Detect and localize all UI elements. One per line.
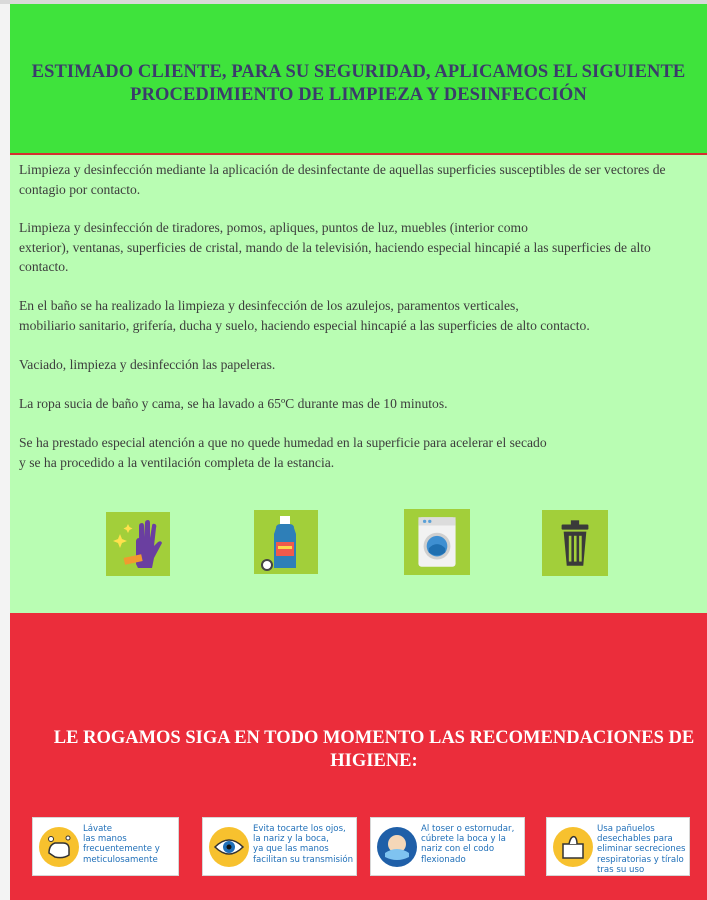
paragraph-line: En el baño se ha realizado la limpieza y desinfección de los azulejos, paramentos verticales, — [19, 298, 519, 313]
paragraph-line: contacto. — [19, 259, 69, 274]
procedure-paragraph — [19, 394, 448, 414]
cleaning-glove-icon — [106, 512, 170, 576]
hygiene-section — [10, 613, 707, 900]
hand-wash-icon — [39, 827, 79, 867]
paragraph-line: Vaciado, limpieza y desinfección las papeleras. — [19, 357, 276, 372]
tissue-box-icon — [553, 827, 593, 867]
hygiene-card — [370, 817, 525, 876]
procedure-paragraph — [19, 296, 590, 335]
paragraph-line: exterior), ventanas, superficies de cristal, mando de la televisión, haciendo especial hincapié a las superficies de alto — [19, 239, 651, 255]
paragraph-line: Se ha prestado especial atención a que no quede humedad en la superficie para acelerar el secado — [19, 435, 547, 450]
paragraph-line: Limpieza y desinfección mediante la aplicación de desinfectante de aquellas superficies susceptibles de ser vectores de — [19, 162, 666, 177]
trash-bin-icon — [542, 510, 608, 576]
page-title: ESTIMADO CLIENTE, PARA SU SEGURIDAD, APLICAMOS EL SIGUIENTE PROCEDIMIENTO DE LIMPIEZA Y DESINFECCIÓN — [31, 61, 686, 105]
disinfectant-bottle-icon — [254, 510, 318, 574]
paragraph-line: y se ha procedido a la ventilación completa de la estancia. — [19, 454, 335, 470]
hygiene-card — [202, 817, 357, 876]
washing-machine-icon — [404, 509, 470, 575]
paragraph-line: contagio por contacto. — [19, 181, 141, 197]
hygiene-card — [546, 817, 690, 876]
paragraph-line: mobiliario sanitario, grifería, ducha y suelo, haciendo especial hincapié a las superficies de alto contacto. — [19, 317, 590, 333]
procedure-section — [10, 155, 707, 613]
procedure-paragraph — [19, 355, 275, 375]
eye-icon — [209, 827, 249, 867]
procedure-paragraph — [19, 160, 666, 199]
procedure-paragraph — [19, 433, 547, 472]
hygiene-card — [32, 817, 179, 876]
procedure-paragraph — [19, 218, 651, 277]
hygiene-title: LE ROGAMOS SIGA EN TODO MOMENTO LAS RECOMENDACIONES DE HIGIENE: — [53, 728, 695, 771]
cough-elbow-icon — [377, 827, 417, 867]
paragraph-line: Limpieza y desinfección de tiradores, pomos, apliques, puntos de luz, muebles (interior como — [19, 220, 528, 235]
header-banner — [10, 4, 707, 153]
hygiene-card-text: Evita tocarte los ojos, la nariz y la boca, ya que las manos facilitan su transmisión — [253, 824, 354, 865]
hygiene-card-text: Usa pañuelos desechables para eliminar secreciones respiratorias y tíralo tras su uso — [597, 824, 686, 875]
paragraph-line: La ropa sucia de baño y cama, se ha lavado a 65ºC durante mas de 10 minutos. — [19, 396, 448, 411]
hygiene-card-text: Al toser o estornudar, cúbrete la boca y la nariz con el codo flexionado — [421, 824, 515, 865]
hygiene-card-text: Lávate las manos frecuentemente y meticulosamente — [83, 824, 160, 865]
